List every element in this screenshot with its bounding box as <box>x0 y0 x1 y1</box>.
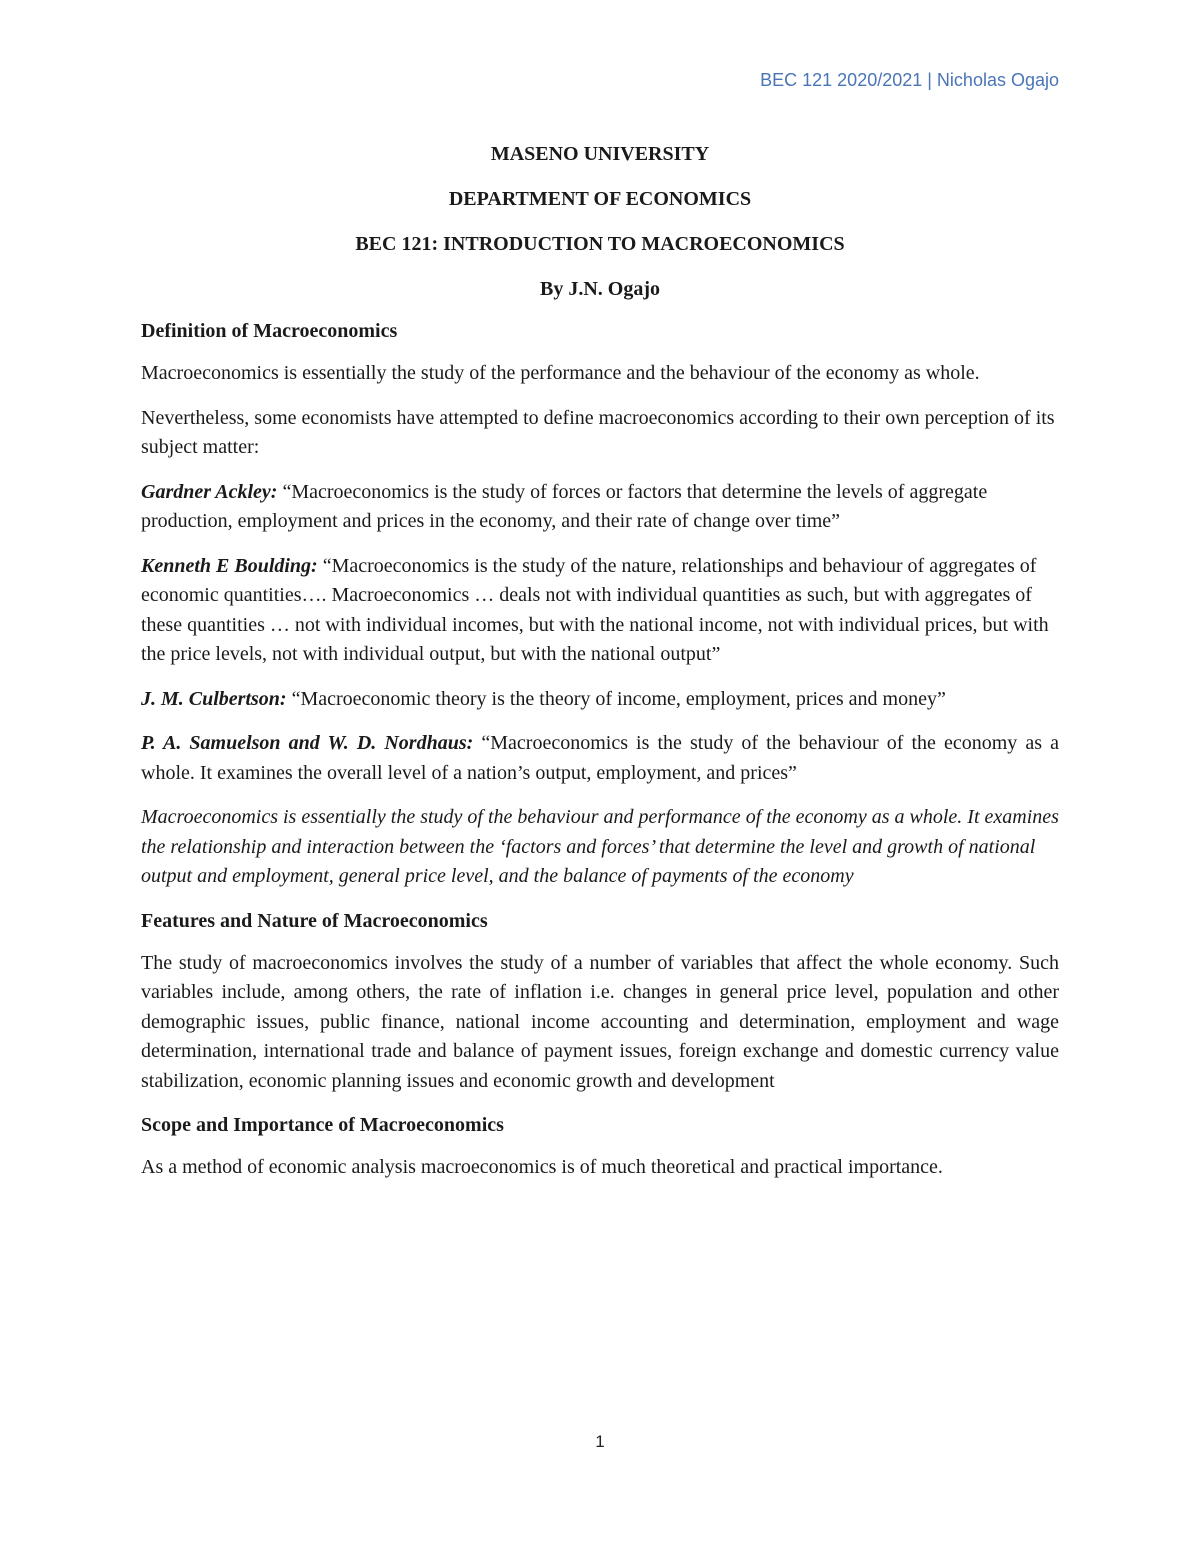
author-byline: By J.N. Ogajo <box>540 278 660 300</box>
scope-heading: Scope and Importance of Macroeconomics <box>141 1114 504 1136</box>
quote-author: J. M. Culbertson: <box>141 687 287 710</box>
university-name: MASENO UNIVERSITY <box>490 143 710 165</box>
department-name: DEPARTMENT OF ECONOMICS <box>448 188 752 210</box>
definition-paragraph-2: Nevertheless, some economists have attempted to define macroeconomics according to their own perception of its subject matter: <box>141 406 1055 458</box>
quote-text: “Macroeconomics is the study of the nature, relationships and behaviour of aggregates of economic quantities…. Macroeconomics … deals not with individual quantities as such, but with aggregates of these quantities … not with individual incomes, but with the national income, not with individual prices, but with the price levels, not with individual output, but with the national output” <box>141 554 1049 665</box>
definition-summary: Macroeconomics is essentially the study of the behaviour and performance of the economy as a whole. It examines the relationship and interaction between the ‘factors and forces’ that determine the level and growth of national output and employment, general price level, and the balance of payments of the economy <box>141 806 1059 887</box>
course-title: BEC 121: INTRODUCTION TO MACROECONOMICS <box>355 233 845 255</box>
definition-paragraph-1: Macroeconomics is essentially the study of the performance and the behaviour of the economy as whole. <box>141 362 980 384</box>
quote-samuelson-nordhaus <box>141 729 1059 788</box>
quote-boulding <box>141 552 1059 670</box>
quote-text: “Macroeconomic theory is the theory of income, employment, prices and money” <box>286 687 946 710</box>
features-heading: Features and Nature of Macroeconomics <box>141 909 488 932</box>
quote-culbertson <box>141 685 1059 715</box>
quote-text: “Macroeconomics is the study of forces or factors that determine the levels of aggregate production, employment and prices in the economy, and their rate of change over time” <box>141 480 988 532</box>
quote-author: Gardner Ackley: <box>141 480 278 503</box>
running-header: BEC 121 2020/2021 | Nicholas Ogajo <box>760 70 1059 90</box>
page-number: 1 <box>595 1432 605 1451</box>
quote-text: “Macroeconomics is the study of the behaviour of the economy as a whole. It examines the overall level of a nation’s output, employment, and prices” <box>141 732 1059 784</box>
quote-author: P. A. Samuelson and W. D. Nordhaus: <box>141 732 474 754</box>
features-paragraph: The study of macroeconomics involves the study of a number of variables that affect the whole economy. Such variables include, among others, the rate of inflation i.e. changes in general price level, population and other demographic issues, public finance, national income accounting and determination, employment and wage determination, international trade and balance of payment issues, foreign exchange and domestic currency value stabilization, economic planning issues and economic growth and development <box>141 951 1059 1092</box>
quote-ackley <box>141 478 1059 537</box>
quote-author: Kenneth E Boulding: <box>141 554 318 577</box>
scope-paragraph: As a method of economic analysis macroeconomics is of much theoretical and practical importance. <box>141 1156 943 1178</box>
document-body <box>141 140 1059 1198</box>
definition-heading: Definition of Macroeconomics <box>141 320 398 342</box>
